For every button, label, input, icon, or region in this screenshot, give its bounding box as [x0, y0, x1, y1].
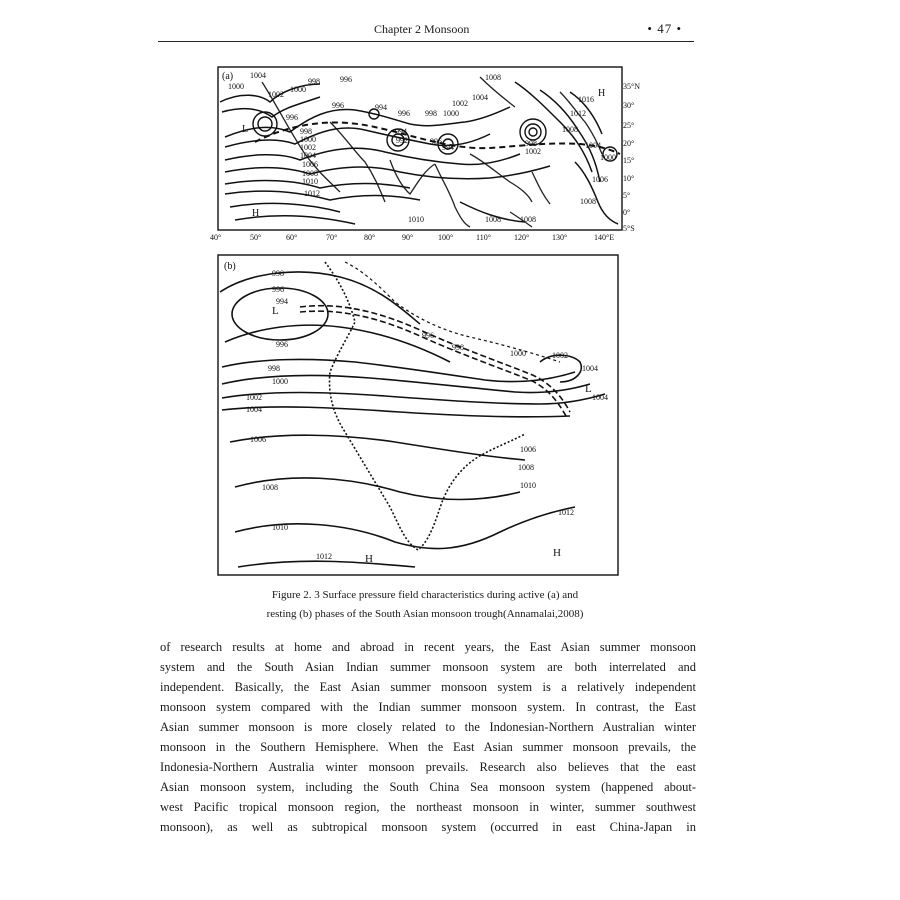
low-pressure-marker: L — [585, 383, 592, 395]
isobar-label: 1010 — [408, 215, 424, 224]
isobar-label: 998 — [452, 343, 464, 352]
isobar-label: 1008 — [485, 73, 501, 82]
isobar-label: 1000 — [300, 135, 316, 144]
y-tick: 10° — [623, 174, 635, 183]
isobar-label: 1002 — [525, 147, 541, 156]
text-line: independent. Basically, the East Asian summer monsoon system is a relatively independent — [160, 680, 696, 694]
y-tick: 20° — [623, 139, 635, 148]
x-tick: 40° — [210, 233, 222, 242]
isobar-label: 1008 — [262, 483, 278, 492]
text-line: Indonesia-Northern Australia winter monsoon prevails. Research also believes that the east — [160, 760, 696, 774]
page-number: • 47 • — [647, 21, 682, 36]
text-line: monsoon in the Southern Hemisphere. When the East Asian summer monsoon prevails, the — [160, 740, 696, 754]
isobar-label: 1000 — [228, 82, 244, 91]
isobar-label: 1000 — [600, 153, 616, 162]
x-tick: 130° — [552, 233, 568, 242]
isobar-label: 998 — [525, 139, 537, 148]
isobar-label: 1008 — [302, 169, 318, 178]
x-tick: 50° — [250, 233, 262, 242]
isobar-label: 1004 — [592, 393, 608, 402]
y-tick: 35°N — [623, 82, 640, 91]
isobar-label: 998 — [268, 364, 280, 373]
high-pressure-marker: H — [553, 547, 561, 559]
isobar-label: 1002 — [452, 99, 468, 108]
isobar-label: 1002 — [268, 90, 284, 99]
isobar-label: 1004 — [300, 151, 316, 160]
isobar-label: 1000 — [443, 109, 459, 118]
isobar-label: 1006 — [302, 160, 318, 169]
text-line: Asian monsoon system, including the South China Sea monsoon system (happened about- — [160, 780, 696, 794]
isobar-label: 1008 — [580, 197, 596, 206]
y-tick: 5° — [623, 191, 631, 200]
figure-2-3 — [180, 62, 640, 587]
high-pressure-marker: H — [598, 88, 606, 99]
text-line: system and the South Asian Indian summer monsoon system are both interrelated and — [160, 660, 696, 674]
isobar-label: 998 — [425, 109, 437, 118]
y-tick: 0° — [623, 208, 631, 217]
x-tick: 120° — [514, 233, 530, 242]
figure-caption — [210, 586, 640, 624]
panel-a-x-ticks — [210, 233, 614, 242]
isobar-label: 996 — [286, 113, 298, 122]
panel-a-isobar-labels — [228, 71, 616, 224]
isobar-label: 1008 — [520, 215, 536, 224]
isobar-label: 996 — [430, 137, 442, 146]
body-paragraph — [160, 637, 696, 837]
y-tick: 15° — [623, 156, 635, 165]
text-line: monsoon system compared with the Indian summer monsoon system. In contrast, the East — [160, 700, 696, 714]
isobar-label: 1000 — [510, 349, 526, 358]
text-line: of research results at home and abroad in recent years, the East Asian summer monsoon — [160, 640, 696, 654]
isobar-label: 998 — [308, 77, 320, 86]
x-tick: 70° — [326, 233, 338, 242]
isobar-label: 1016 — [578, 95, 594, 104]
isobar-label: 996 — [422, 331, 434, 340]
india-coastline — [325, 262, 525, 550]
x-tick: 80° — [364, 233, 376, 242]
isobar-label: 1010 — [302, 177, 318, 186]
isobar-label: 1010 — [520, 481, 536, 490]
x-tick: 110° — [476, 233, 491, 242]
isobar-label: 1004 — [250, 71, 266, 80]
isobar-label: 1012 — [570, 109, 586, 118]
isobar-label: 998 — [272, 269, 284, 278]
isobar-label: 996 — [276, 340, 288, 349]
x-tick: 100° — [438, 233, 454, 242]
isobar-label: 994 — [395, 127, 407, 136]
caption-line: Figure 2. 3 Surface pressure field characteristics during active (a) and — [271, 589, 579, 601]
high-pressure-marker: H — [365, 553, 373, 565]
isobar-label: 992 — [396, 136, 408, 145]
panel-a-centres — [242, 88, 605, 219]
isobar-label: 1012 — [558, 508, 574, 517]
isobar-label: 1002 — [300, 143, 316, 152]
chapter-title: Chapter 2 Monsoon — [374, 22, 470, 36]
y-tick: 5°S — [623, 224, 635, 233]
isobar-label: 996 — [272, 285, 284, 294]
panel-a-label: (a) — [222, 71, 234, 82]
isobar-label: 1004 — [472, 93, 488, 102]
header-rule — [158, 41, 694, 42]
panel-b-isobar-labels — [246, 269, 608, 561]
isobar-label: 1002 — [552, 351, 568, 360]
panel-a — [210, 67, 640, 242]
x-tick: 90° — [402, 233, 414, 242]
x-tick: 140°E — [594, 233, 615, 242]
isobar-label: 994 — [375, 103, 387, 112]
panel-b-label: (b) — [224, 261, 236, 272]
isobar-label: 1004 — [246, 405, 262, 414]
running-header — [158, 20, 694, 42]
isobar-label: 1010 — [272, 523, 288, 532]
panel-a-y-ticks — [623, 82, 640, 233]
isobar-label: 996 — [398, 109, 410, 118]
isobar-label: 1008 — [518, 463, 534, 472]
isobar-label: 994 — [442, 143, 454, 152]
isobar-label: 1004 — [582, 364, 598, 373]
low-pressure-marker: L — [242, 124, 249, 135]
text-line: west Pacific tropical monsoon region, the northeast monsoon in winter, summer southwest — [160, 800, 696, 814]
isobar-label: 1000 — [290, 85, 306, 94]
isobar-label: 998 — [300, 127, 312, 136]
text-line: Asian summer monsoon is more closely related to the Indonesian-Northern Australian winter — [160, 720, 696, 734]
caption-line: resting (b) phases of the South Asian monsoon trough(Annamalai,2008) — [266, 608, 584, 620]
isobar-label: 1012 — [304, 189, 320, 198]
high-pressure-marker: H — [252, 208, 260, 219]
low-pressure-marker: L — [272, 305, 279, 317]
text-line: monsoon), as well as subtropical monsoon system (occurred in east China-Japan in — [160, 820, 696, 834]
isobar-label: 1008 — [485, 215, 501, 224]
y-tick: 25° — [623, 121, 635, 130]
isobar-label: 1000 — [272, 377, 288, 386]
panel-b — [218, 255, 618, 575]
isobar-label: 1006 — [250, 435, 266, 444]
y-tick: 30° — [623, 101, 635, 110]
isobar-label: 994 — [276, 297, 288, 306]
isobar-label: 1012 — [316, 552, 332, 561]
isobar-label: 1006 — [592, 175, 608, 184]
x-tick: 60° — [286, 233, 298, 242]
isobar-label: 1004 — [585, 141, 601, 150]
pressure-maps — [180, 62, 640, 582]
panel-a-isobars — [220, 82, 618, 224]
isobar-label: 1002 — [246, 393, 262, 402]
isobar-label: 1008 — [562, 125, 578, 134]
isobar-label: 996 — [332, 101, 344, 110]
isobar-label: 1006 — [520, 445, 536, 454]
isobar-label: 996 — [340, 75, 352, 84]
